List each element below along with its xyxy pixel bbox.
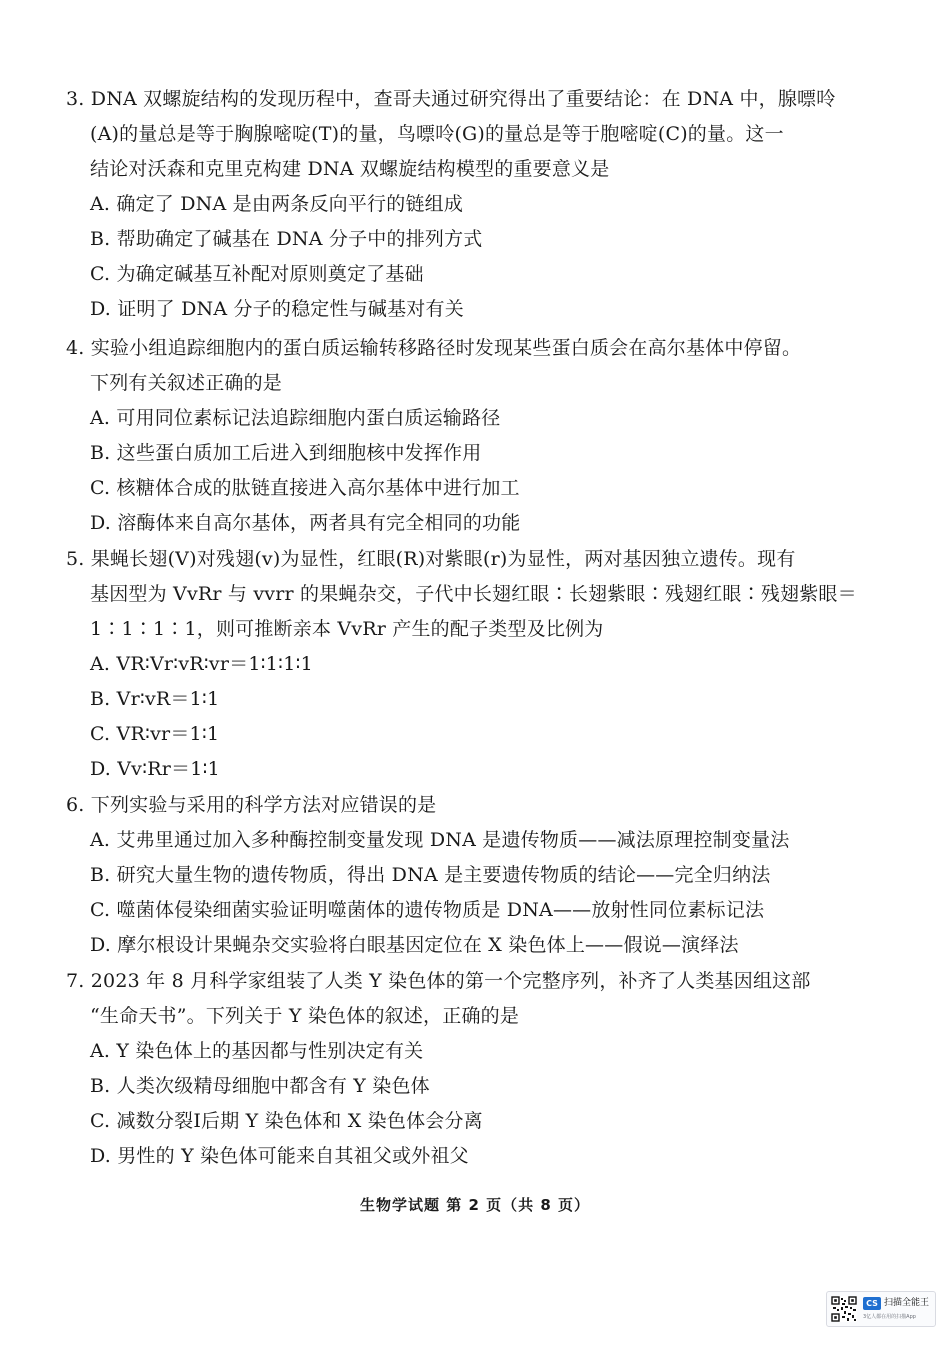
q4-option-b: B. 这些蛋白质加工后进入到细胞核中发挥作用 <box>90 442 482 464</box>
q7-option-b: B. 人类次级精母细胞中都含有 Y 染色体 <box>90 1075 430 1097</box>
qr-code-icon <box>831 1296 857 1322</box>
q6-stem-line-1: 6. 下列实验与采用的科学方法对应错误的是 <box>66 794 437 816</box>
q7-stem-line-2: “生命天书”。下列关于 Y 染色体的叙述，正确的是 <box>90 1005 520 1027</box>
q3-option-d: D. 证明了 DNA 分子的稳定性与碱基对有关 <box>90 298 464 320</box>
q3-option-a: A. 确定了 DNA 是由两条反向平行的链组成 <box>90 193 464 215</box>
page-footer: 生物学试题 第 2 页（共 8 页） <box>360 1196 590 1214</box>
q5-option-b: B. Vr∶vR＝1∶1 <box>90 688 220 710</box>
scanner-tagline: 3亿人都在用的扫描App <box>863 1314 916 1320</box>
q4-option-d: D. 溶酶体来自高尔基体，两者具有完全相同的功能 <box>90 512 521 534</box>
cs-logo-badge: CS <box>863 1297 881 1310</box>
q7-option-d: D. 男性的 Y 染色体可能来自其祖父或外祖父 <box>90 1145 469 1167</box>
q6-option-c: C. 噬菌体侵染细菌实验证明噬菌体的遗传物质是 DNA——放射性同位素标记法 <box>90 899 765 921</box>
q3-stem-line-1: 3. DNA 双螺旋结构的发现历程中，查哥夫通过研究得出了重要结论：在 DNA 中，腺嘌呤 <box>66 88 836 110</box>
q7-option-c: C. 减数分裂Ⅰ后期 Y 染色体和 X 染色体会分离 <box>90 1110 483 1132</box>
q4-stem-line-2: 下列有关叙述正确的是 <box>90 372 283 394</box>
q5-option-a: A. VR∶Vr∶vR∶vr＝1∶1∶1∶1 <box>90 653 313 675</box>
q3-stem-line-2: (A)的量总是等于胸腺嘧啶(T)的量，鸟嘌呤(G)的量总是等于胞嘧啶(C)的量。这一 <box>90 123 784 145</box>
q3-stem-line-3: 结论对沃森和克里克构建 DNA 双螺旋结构模型的重要意义是 <box>90 158 610 180</box>
q7-option-a: A. Y 染色体上的基因都与性别决定有关 <box>90 1040 424 1062</box>
q5-stem-line-3: 1∶1∶1∶1，则可推断亲本 VvRr 产生的配子类型及比例为 <box>90 618 604 640</box>
q6-option-b: B. 研究大量生物的遗传物质，得出 DNA 是主要遗传物质的结论——完全归纳法 <box>90 864 771 886</box>
scanner-watermark <box>826 1291 936 1327</box>
q6-option-a: A. 艾弗里通过加入多种酶控制变量发现 DNA 是遗传物质——减法原理控制变量法 <box>90 829 790 851</box>
scanner-app-name: 扫描全能王 <box>884 1298 930 1308</box>
q5-option-d: D. Vv∶Rr＝1∶1 <box>90 758 220 780</box>
q4-stem-line-1: 4. 实验小组追踪细胞内的蛋白质运输转移路径时发现某些蛋白质会在高尔基体中停留。 <box>66 337 802 359</box>
q5-stem-line-2: 基因型为 VvRr 与 vvrr 的果蝇杂交，子代中长翅红眼∶长翅紫眼∶残翅红眼∶残翅紫眼＝ <box>90 583 857 605</box>
q4-option-a: A. 可用同位素标记法追踪细胞内蛋白质运输路径 <box>90 407 501 429</box>
q6-option-d: D. 摩尔根设计果蝇杂交实验将白眼基因定位在 X 染色体上——假说—演绎法 <box>90 934 739 956</box>
q5-stem-line-1: 5. 果蝇长翅(V)对残翅(v)为显性，红眼(R)对紫眼(r)为显性，两对基因独立遗传。现有 <box>66 548 796 570</box>
q3-option-c: C. 为确定碱基互补配对原则奠定了基础 <box>90 263 424 285</box>
q3-option-b: B. 帮助确定了碱基在 DNA 分子中的排列方式 <box>90 228 483 250</box>
q5-option-c: C. VR∶vr＝1∶1 <box>90 723 220 745</box>
q7-stem-line-1: 7. 2023 年 8 月科学家组装了人类 Y 染色体的第一个完整序列，补齐了人类基因组这部 <box>66 970 811 992</box>
q4-option-c: C. 核糖体合成的肽链直接进入高尔基体中进行加工 <box>90 477 520 499</box>
